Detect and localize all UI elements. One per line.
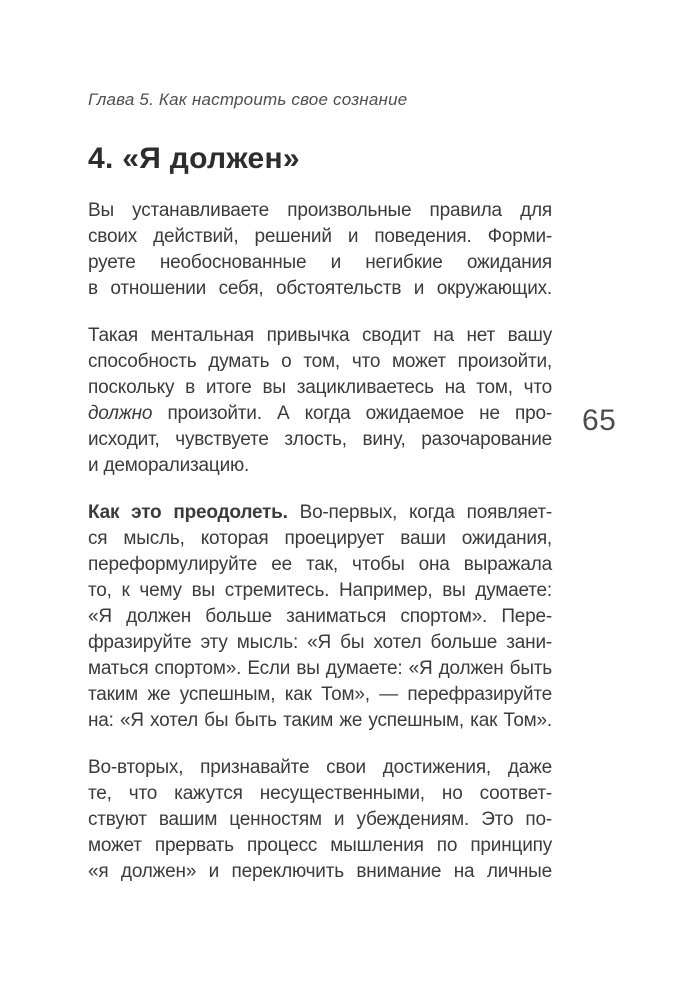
text-line [88,708,552,734]
text-line [88,833,552,859]
text-line [88,401,552,427]
text-line [88,453,552,479]
text-line [88,526,552,552]
text-segment: «я должен» и переключить внимание на личные [88,861,552,882]
text-segment: то, к чему вы стремитесь. Например, вы думаете: [88,580,552,601]
text-segment: Такая ментальная привычка сводит на нет вашу [88,325,552,346]
text-line [88,656,552,682]
text-segment: исходит, чувствуете злость, вину, разочарование [88,429,552,450]
text-line [88,427,552,453]
text-segment: ся мысль, которая проецирует ваши ожидания, [88,528,552,549]
text-segment: на: «Я хотел бы быть таким же успешным, как Том». [88,710,552,731]
text-segment: «Я должен больше заниматься спортом». Пере- [88,606,552,627]
text-line [88,323,552,349]
section-title: 4. «Я должен» [88,142,300,175]
text-segment: своих действий, решений и поведения. Форми- [88,226,552,247]
text-line [88,807,552,833]
text-line [88,375,552,401]
text-segment: произойти. А когда ожидаемое не про- [152,403,552,424]
text-segment: ствуют вашим ценностям и убеждениям. Это по- [88,809,552,830]
text-line [88,224,552,250]
text-segment: поскольку в итоге вы зацикливаетесь на том, что [88,377,552,398]
text-segment: те, что кажутся несущественными, но соответ- [88,783,552,804]
text-line [88,755,552,781]
text-line [88,250,552,276]
text-line [88,781,552,807]
text-segment: переформулируйте ее так, чтобы она выражала [88,554,552,575]
text-segment: фразируйте эту мысль: «Я бы хотел больше зани- [88,632,552,653]
text-segment: руете необоснованные и негибкие ожидания [88,252,552,273]
text-line [88,552,552,578]
text-segment: маться спортом». Если вы думаете: «Я должен быть [88,658,552,679]
text-segment: Во-вторых, признавайте свои достижения, даже [88,757,552,778]
text-line [88,198,552,224]
text-segment: может прервать процесс мышления по принципу [88,835,552,856]
text-segment: Во-первых, когда появляет- [287,502,552,523]
paragraph [88,323,552,479]
text-line [88,349,552,375]
chapter-header: Глава 5. Как настроить свое сознание [88,90,408,109]
paragraph [88,198,552,302]
bold-text: Как это преодолеть. [88,502,288,523]
text-segment: Вы устанавливаете произвольные правила для [88,200,552,221]
body-text [88,198,552,906]
text-line [88,276,552,302]
paragraph [88,755,552,885]
text-segment: и деморализацию. [88,455,250,476]
page-number: 65 [582,404,617,437]
text-line [88,578,552,604]
paragraph [88,500,552,734]
text-line [88,859,552,885]
italic-text: должно [88,403,153,424]
text-line [88,630,552,656]
text-line [88,500,552,526]
text-segment: в отношении себя, обстоятельств и окружающих. [88,278,552,299]
text-line [88,604,552,630]
text-segment: таким же успешным, как Том», — перефразируйте [88,684,552,705]
text-segment: способность думать о том, что может произойти, [88,351,552,372]
text-line [88,682,552,708]
